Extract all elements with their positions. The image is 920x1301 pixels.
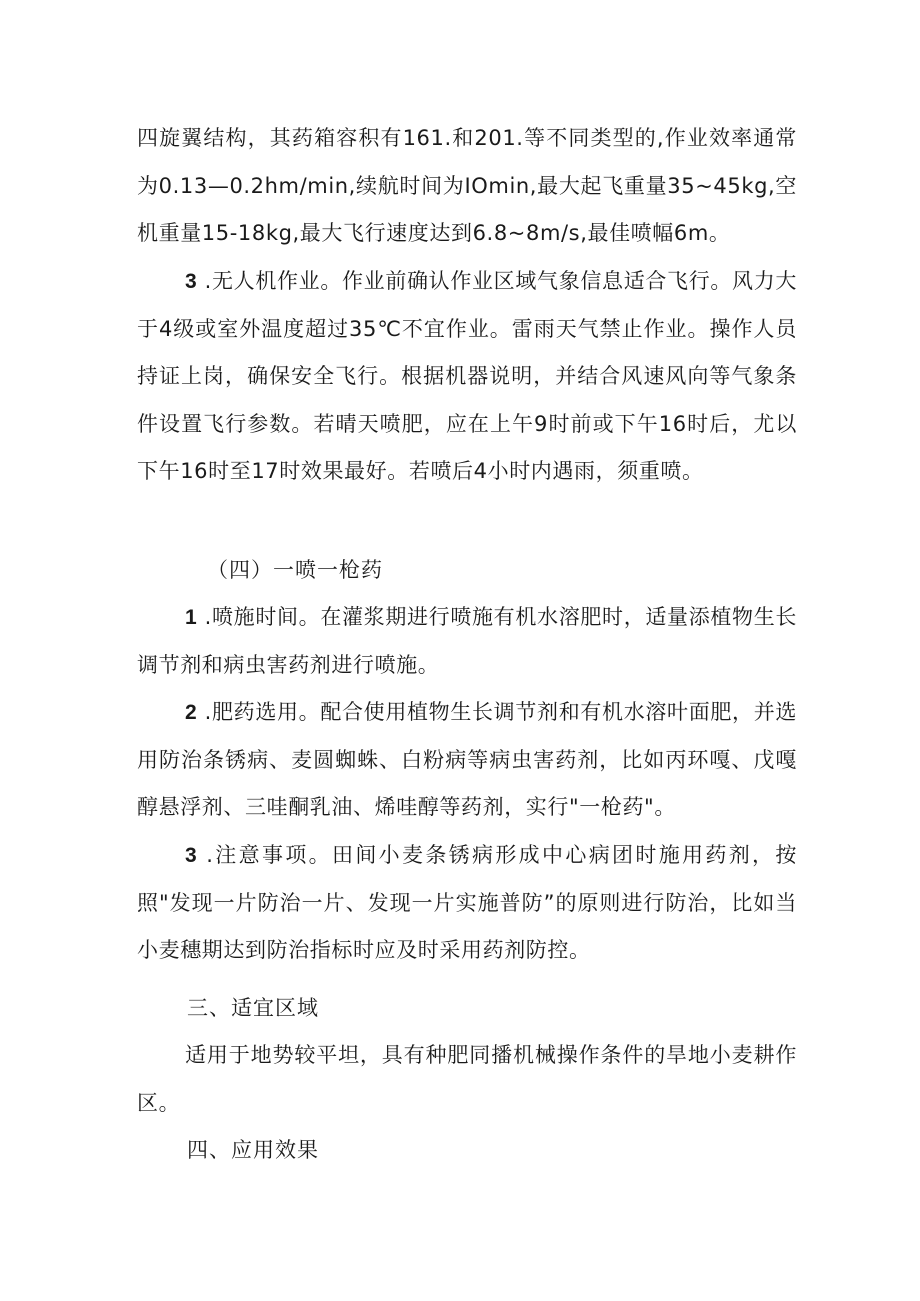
item-number: 1 <box>185 606 198 629</box>
paragraph-text: .肥药选用。配合使用植物生长调节剂和有机水溶叶面肥，并选用防治条锈病、麦圆蜘蛛、白粉病等病虫害药剂，比如丙环嘎、戊嘎醇悬浮剂、三哇酮乳油、烯哇醇等药剂，实行"一枪药"。 <box>137 700 797 819</box>
paragraph-precautions <box>137 832 797 975</box>
paragraph-text: 四旋翼结构，其药箱容积有161.和201.等不同类型的,作业效率通常为0.13—0.2hm/min,续航时间为IOmin,最大起飞重量35~45kg,空机重量15-18kg,最大飞行速度达到6.8~8m/s,最佳喷幅6m。 <box>137 126 797 245</box>
paragraph-text: 适用于地势较平坦，具有种肥同播机械操作条件的旱地小麦耕作区。 <box>137 1043 797 1115</box>
paragraph-text: .无人机作业。作业前确认作业区域气象信息适合飞行。风力大于4级或室外温度超过35℃不宜作业。雷雨天气禁止作业。操作人员持证上岗，确保安全飞行。根据机器说明，并结合风速风向等气象条件设置飞行参数。若晴天喷肥，应在上午9时前或下午16时后，尤以下午16时至17时效果最好。若喷后4小时内遇雨，须重喷。 <box>137 269 797 483</box>
item-number: 3 <box>185 844 198 867</box>
paragraph-text: .喷施时间。在灌浆期进行喷施有机水溶肥时，适量添植物生长调节剂和病虫害药剂进行喷施。 <box>137 605 797 677</box>
paragraph-drone-operation <box>137 258 797 496</box>
item-number: 2 <box>185 701 198 724</box>
paragraph-text: .注意事项。田间小麦条锈病形成中心病团时施用药剂，按照"发现一片防治一片、发现一片实施普防”的原则进行防治，比如当小麦穗期达到防治指标时应及时采用药剂防控。 <box>137 843 797 962</box>
paragraph-suitable-area <box>137 1032 797 1127</box>
item-number: 3 <box>185 270 198 293</box>
paragraph-drone-specs <box>137 115 797 258</box>
section-heading-application-effect: 四、应用效果 <box>187 1138 319 1162</box>
section-heading-one-spray: （四）一喷一枪药 <box>207 558 383 582</box>
paragraph-fertilizer-selection <box>137 689 797 832</box>
paragraph-spray-timing <box>137 594 797 689</box>
section-heading-suitable-area: 三、适宜区域 <box>187 996 319 1020</box>
